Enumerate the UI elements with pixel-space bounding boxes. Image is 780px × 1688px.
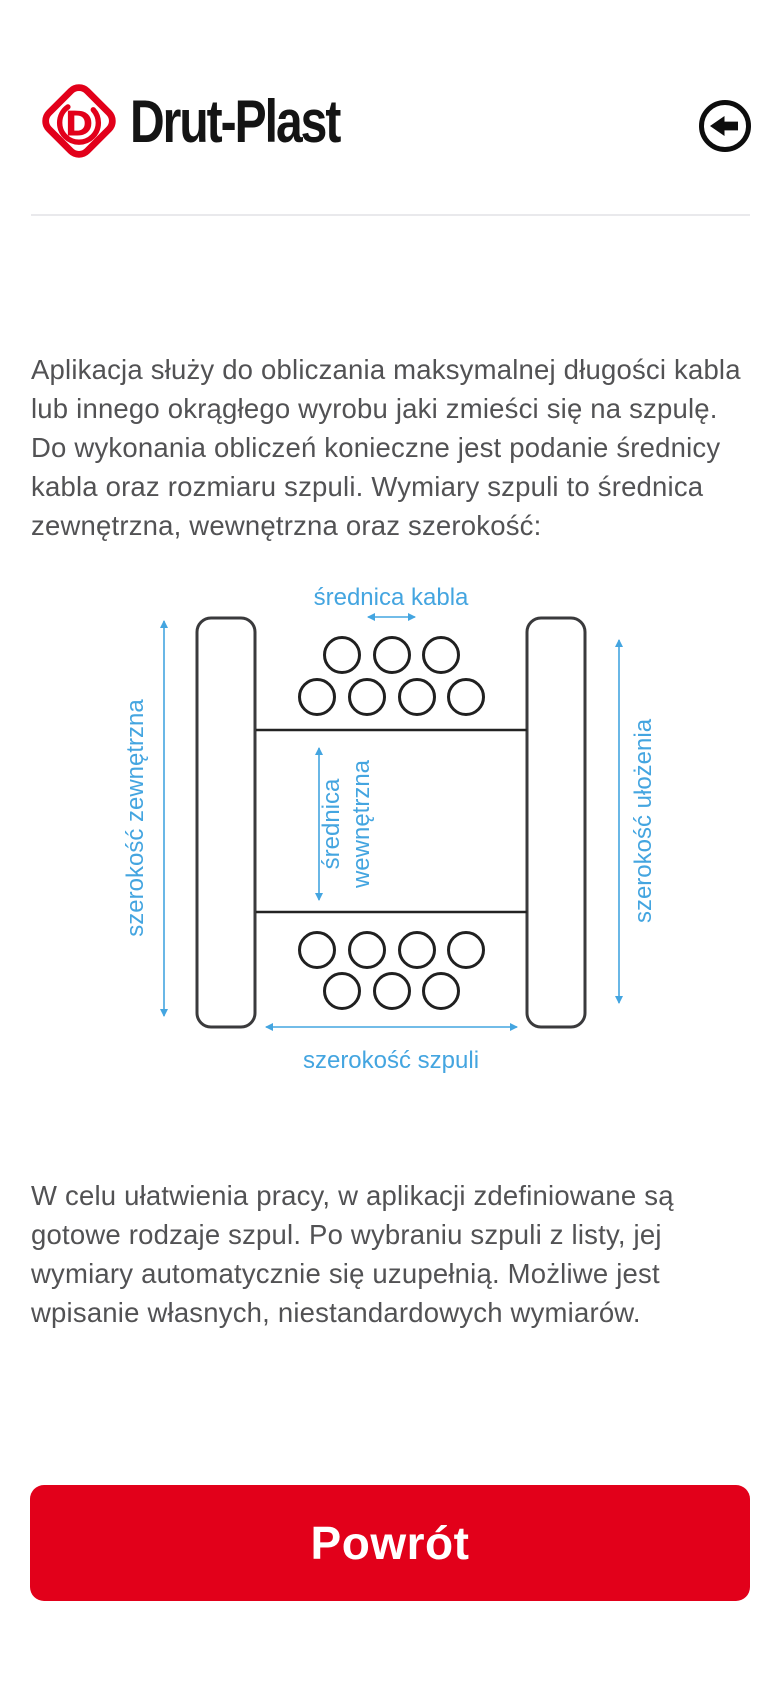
header — [0, 0, 780, 215]
outro-paragraph: W celu ułatwienia pracy, w aplikacji zdefiniowane są gotowe rodzaje szpul. Po wybraniu szpuli z listy, jej wymiary automatycznie się uzupełnią. Możliwe jest wpisanie własnych, niestandardowych wymiarów. — [31, 1179, 674, 1328]
intro-paragraph: Aplikacja służy do obliczania maksymalnej długości kabla lub innego okrągłego wyrobu jaki zmieści się na szpulę. Do wykonania obliczeń konieczne jest podanie średnicy kabla oraz rozmiaru szpuli. Wymiary szpuli to średnica zewnętrzna, wewnętrzna oraz szerokość: — [31, 353, 741, 541]
back-button[interactable] — [697, 98, 753, 154]
spool-flange-right — [527, 618, 585, 1027]
spool-diagram — [0, 575, 780, 1075]
cable-cross-sections-bottom — [300, 933, 484, 1009]
back-arrow-circle-icon — [697, 98, 753, 154]
label-inner-diameter-line1: średnica — [318, 778, 345, 870]
powrot-button[interactable]: Powrót — [30, 1485, 750, 1601]
label-outer-width: szerokość zewnętrzna — [122, 699, 149, 937]
label-inner-diameter — [317, 739, 377, 909]
label-laying-width: szerokość ułożenia — [630, 718, 657, 924]
header-divider — [31, 214, 750, 216]
label-cable-diameter: średnica kabla — [313, 584, 469, 611]
brand-logo — [34, 76, 392, 166]
label-spool-width: szerokość szpuli — [302, 1047, 480, 1074]
label-inner-diameter-line2: wewnętrzna — [348, 759, 375, 889]
logo-monogram: D — [64, 104, 94, 145]
drut-plast-logo-icon — [34, 76, 124, 166]
spool-flange-left — [197, 618, 255, 1027]
brand-name: Drut-Plast — [130, 87, 340, 155]
cable-cross-sections-top — [300, 638, 484, 715]
spool-diagram-drawing — [0, 575, 780, 1075]
